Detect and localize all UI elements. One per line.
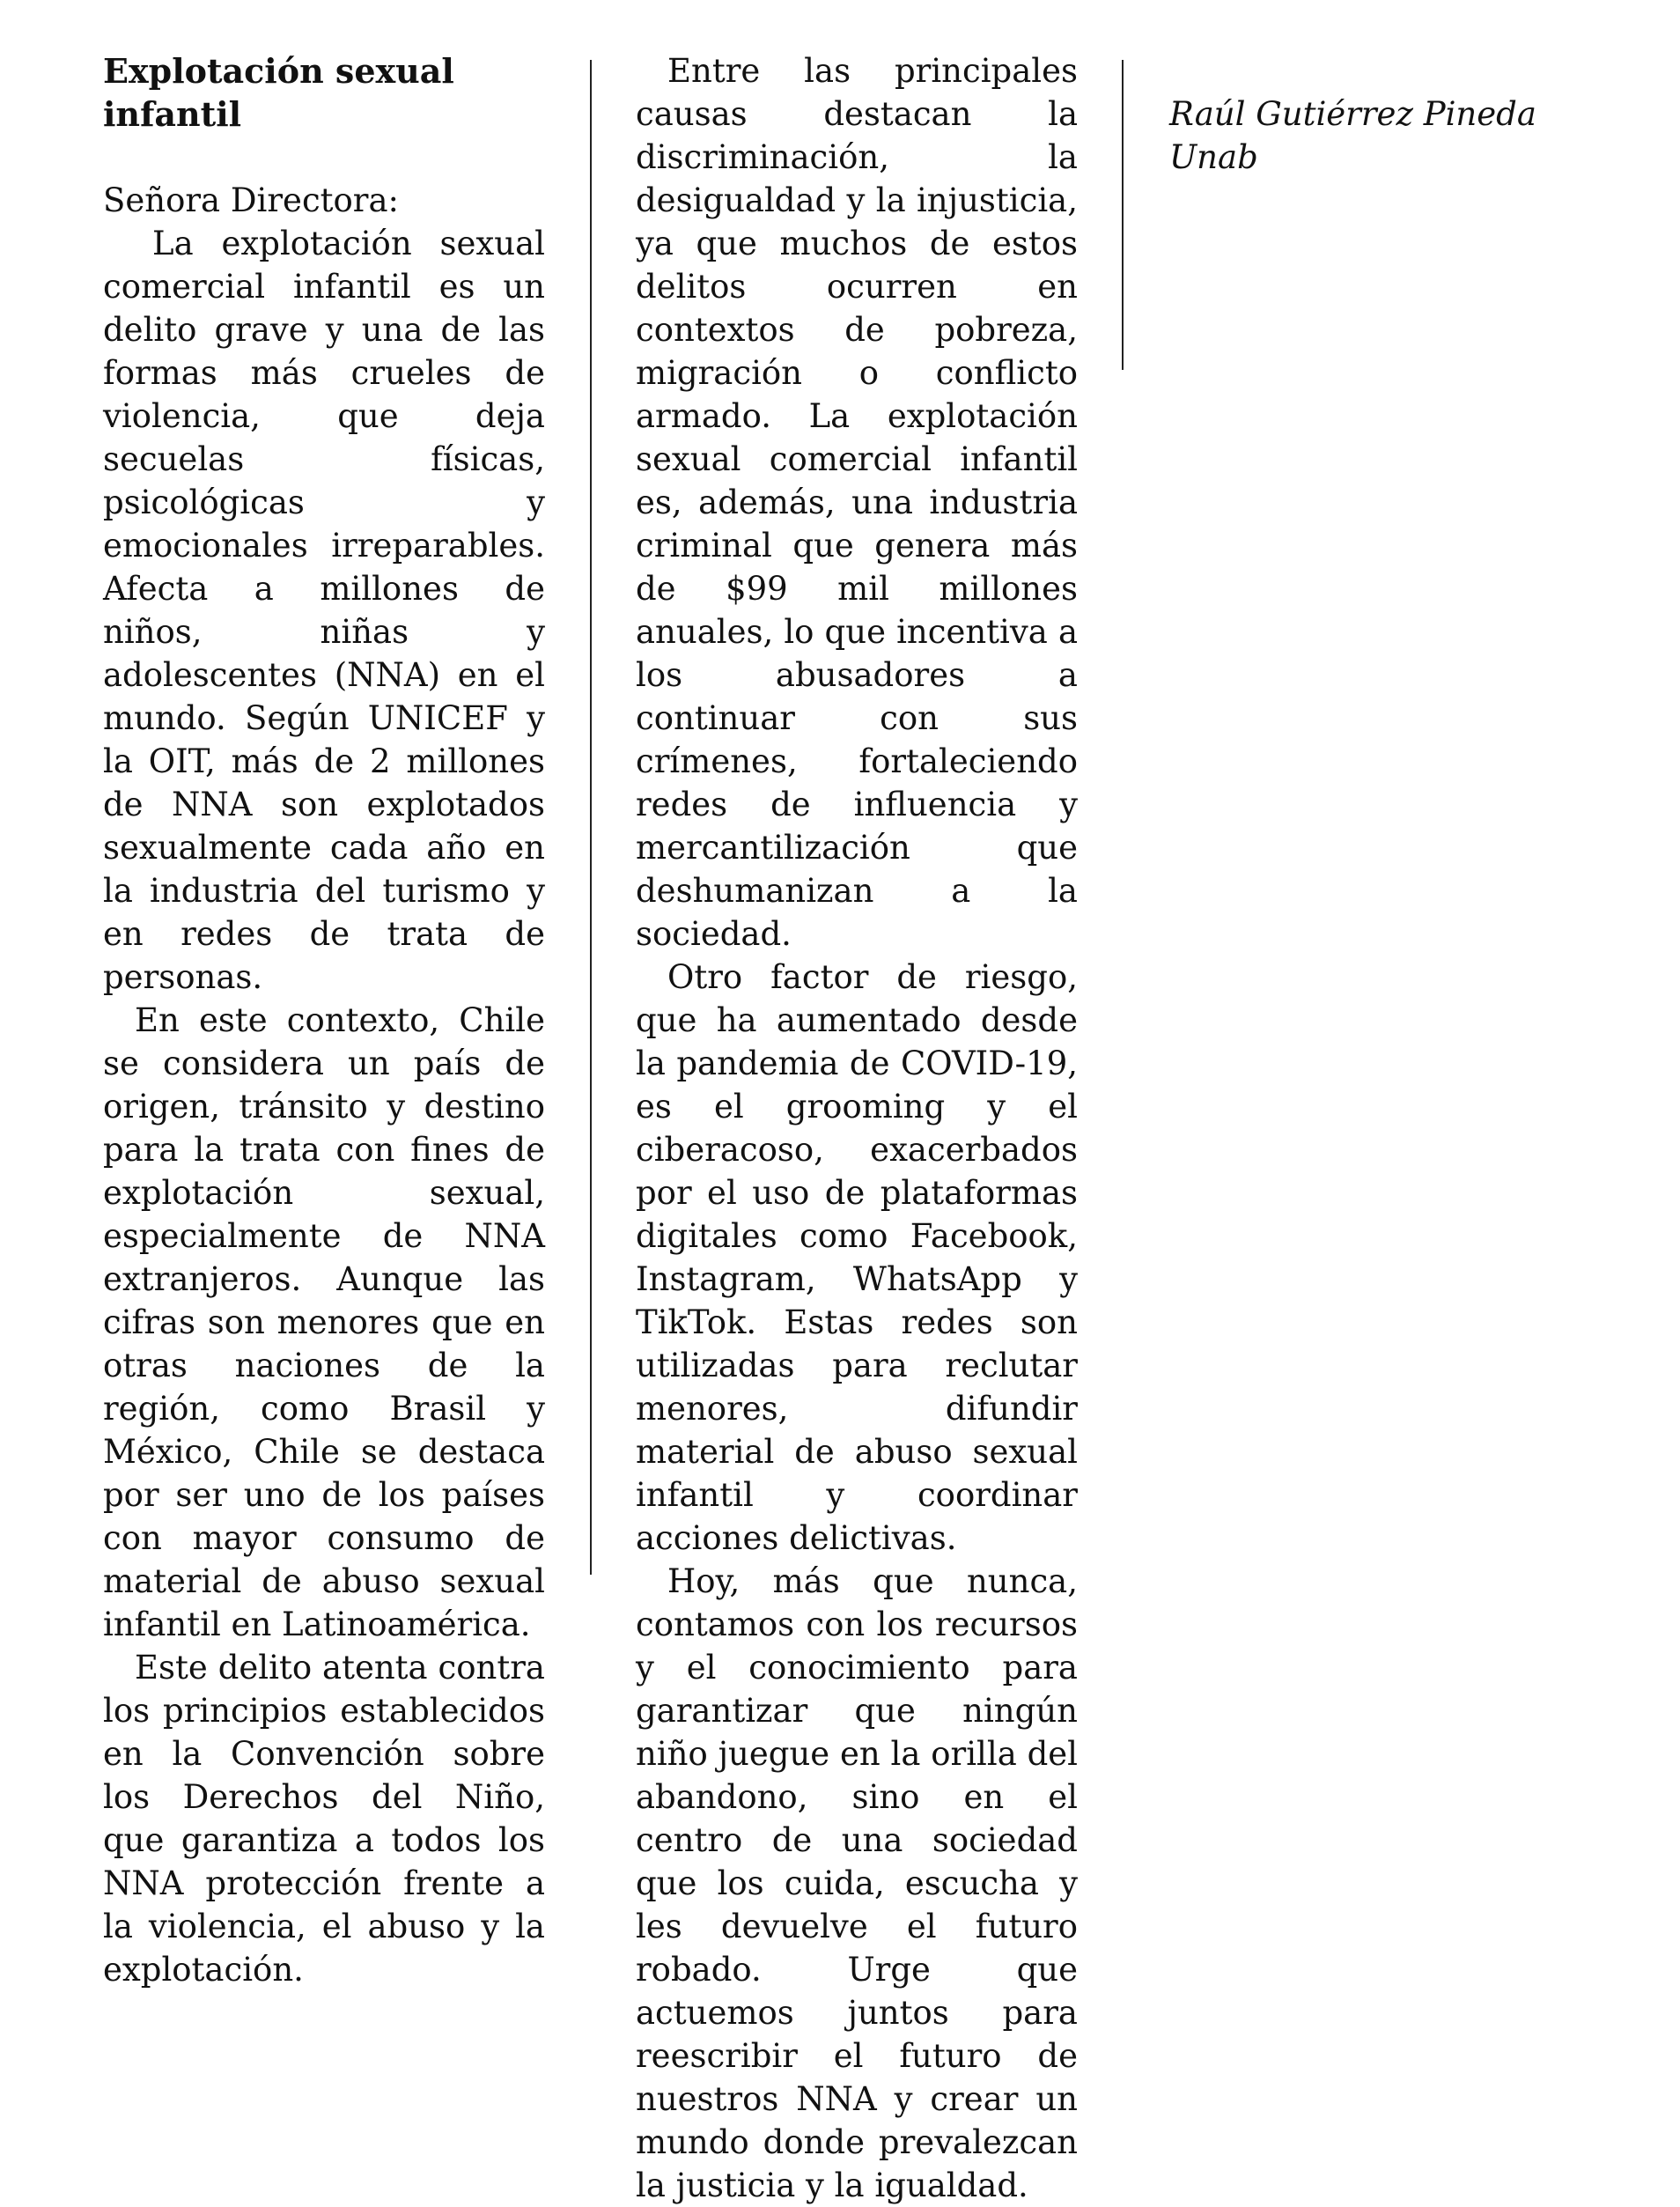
letter-paragraph-6: Hoy, más que nunca, contamos con los recursos y el conocimiento para garantizar que ningún niño juegue en la orilla del abandono, sino en el centro de una sociedad que los cuida, escucha y les devuelve el futuro robado. Urge que actuemos juntos para reescribir el futuro de nuestros NNA y crear un mundo donde prevalezcan la justicia y la igualdad.	[636, 1562, 1078, 2204]
letter-paragraph-1: La explotación sexual comercial infantil es un delito grave y una de las formas más crueles de violencia, que deja secuelas físicas, psicológicas y emocionales irreparables. Afecta a millones de niños, niñas y adolescentes (NNA) en el mundo. Según UNICEF y la OIT, más de 2 millones de NNA son explotados sexualmente cada año en la industria del turismo y en redes de trata de personas.	[103, 225, 545, 996]
signature-name: Raúl Gutiérrez Pineda	[1169, 95, 1536, 133]
letter-paragraph-5: Otro factor de riesgo, que ha aumentado desde la pandemia de COVID-19, es el grooming y el ciberacoso, exacerbados por el uso de plataformas digitales como Facebook, Instagram, WhatsApp y TikTok. Estas redes son utilizadas para reclutar menores, difundir material de abuso sexual infantil y coordinar acciones delictivas.	[636, 958, 1078, 1557]
letter-column-1	[103, 49, 545, 1991]
letter-signature	[1169, 92, 1620, 179]
letter-paragraph-4: Entre las principales causas destacan la discriminación, la desigualdad y la injusticia, ya que muchos de estos delitos ocurren en contextos de pobreza, migración o conflicto armado. La explotación sexual comercial infantil es, además, una industria criminal que genera más de $99 mil millones anuales, lo que incentiva a los abusadores a continuar con sus crímenes, fortaleciendo redes de influencia y mercantilización que deshumanizan a la sociedad.	[636, 52, 1078, 953]
column-divider	[1122, 60, 1124, 370]
letter-paragraph-3: Este delito atenta contra los principios establecidos en la Convención sobre los Derechos del Niño, que garantiza a todos los NNA protección frente a la violencia, el abuso y la explotación.	[103, 1649, 545, 1989]
letter-column-3	[1169, 49, 1620, 179]
letter-paragraph-2: En este contexto, Chile se considera un país de origen, tránsito y destino para la trata con fines de explotación sexual, especialmente de NNA extranjeros. Aunque las cifras son menores que en otras naciones de la región, como Brasil y México, Chile se destaca por ser uno de los países con mayor consumo de material de abuso sexual infantil en Latinoamérica.	[103, 1001, 545, 1643]
letter-salutation: Señora Directora:	[103, 181, 400, 219]
letter-headline: Explotación sexual infantil	[103, 51, 454, 134]
letter-column-2	[636, 49, 1078, 2207]
column-divider	[590, 60, 592, 1575]
signature-affiliation: Unab	[1169, 138, 1258, 176]
